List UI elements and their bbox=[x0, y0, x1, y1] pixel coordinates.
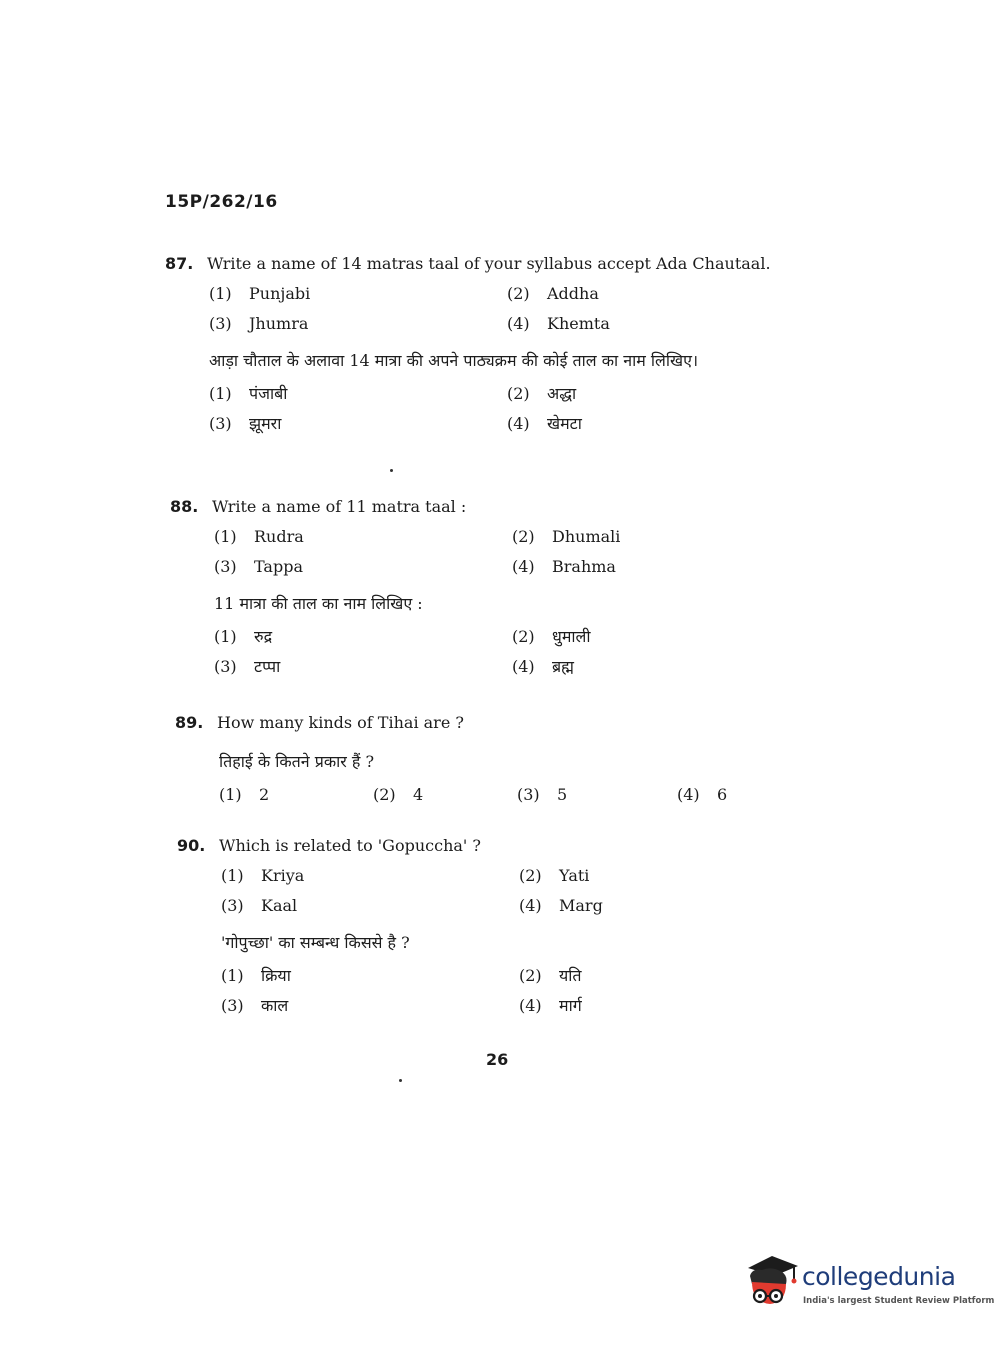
option-3 bbox=[221, 895, 519, 917]
scan-speck bbox=[390, 469, 393, 472]
question-number: 87. bbox=[165, 254, 194, 273]
option-1-hindi bbox=[221, 965, 519, 987]
option-3-hindi bbox=[221, 995, 519, 1017]
options-english bbox=[214, 526, 830, 578]
option-text: Punjabi bbox=[249, 284, 311, 303]
option-1-hindi bbox=[209, 383, 507, 405]
option-text: झूमरा bbox=[249, 414, 282, 433]
question-89 bbox=[175, 712, 835, 806]
mascot-icon bbox=[742, 1250, 800, 1310]
option-text: खेमटा bbox=[547, 414, 582, 433]
option-text: Kaal bbox=[261, 896, 298, 915]
option-number: (4) bbox=[519, 896, 542, 915]
option-number: (3) bbox=[221, 896, 244, 915]
option-number: (3) bbox=[517, 785, 540, 804]
option-text: Marg bbox=[559, 896, 603, 915]
collegedunia-watermark bbox=[742, 1250, 995, 1312]
option-number: (2) bbox=[507, 284, 530, 303]
scan-speck bbox=[399, 1079, 402, 1082]
option-number: (1) bbox=[219, 785, 242, 804]
question-text-hindi: 'गोपुच्छा' का सम्बन्ध किससे है ? bbox=[221, 933, 410, 952]
option-2 bbox=[507, 283, 787, 305]
option-text: Addha bbox=[547, 284, 599, 303]
option-4-hindi bbox=[512, 656, 792, 678]
option-3 bbox=[214, 556, 512, 578]
brand-tagline: India's largest Student Review Platform bbox=[803, 1296, 995, 1306]
option-number: (3) bbox=[209, 314, 232, 333]
option-number: (4) bbox=[512, 657, 535, 676]
option-text: Yati bbox=[559, 866, 590, 885]
option-text: पंजाबी bbox=[249, 384, 288, 403]
option-3 bbox=[517, 784, 677, 806]
option-text: Rudra bbox=[254, 527, 304, 546]
question-text-hindi: 11 मात्रा की ताल का नाम लिखिए : bbox=[214, 594, 423, 613]
question-text: Which is related to 'Gopuccha' ? bbox=[219, 836, 481, 855]
option-4 bbox=[677, 784, 797, 806]
option-text: मार्ग bbox=[559, 996, 582, 1015]
question-stem bbox=[175, 712, 835, 734]
option-text: 4 bbox=[413, 785, 424, 804]
option-text: टप्पा bbox=[254, 657, 281, 676]
option-number: (3) bbox=[214, 557, 237, 576]
option-1 bbox=[219, 784, 373, 806]
option-number: (1) bbox=[221, 866, 244, 885]
option-2 bbox=[373, 784, 517, 806]
option-3 bbox=[209, 313, 507, 335]
question-stem bbox=[165, 253, 825, 275]
question-text: Write a name of 14 matras taal of your syllabus accept Ada Chautaal. bbox=[207, 254, 771, 273]
option-2 bbox=[512, 526, 792, 548]
option-number: (3) bbox=[209, 414, 232, 433]
option-2-hindi bbox=[512, 626, 792, 648]
option-number: (1) bbox=[221, 966, 244, 985]
option-text: 2 bbox=[259, 785, 270, 804]
option-text: Tappa bbox=[254, 557, 303, 576]
option-number: (2) bbox=[512, 627, 535, 646]
option-number: (4) bbox=[512, 557, 535, 576]
option-text: काल bbox=[261, 996, 289, 1015]
option-4 bbox=[519, 895, 799, 917]
option-number: (2) bbox=[519, 866, 542, 885]
option-text: धुमाली bbox=[552, 627, 591, 646]
question-number: 88. bbox=[170, 497, 199, 516]
option-2-hindi bbox=[519, 965, 799, 987]
option-number: (1) bbox=[209, 384, 232, 403]
options-hindi bbox=[221, 965, 837, 1017]
option-number: (3) bbox=[221, 996, 244, 1015]
paper-code: 15P/262/16 bbox=[165, 192, 278, 212]
option-1 bbox=[221, 865, 519, 887]
option-1 bbox=[214, 526, 512, 548]
option-2 bbox=[519, 865, 799, 887]
option-text: Kriya bbox=[261, 866, 305, 885]
question-text: How many kinds of Tihai are ? bbox=[217, 713, 464, 732]
option-text: 6 bbox=[717, 785, 728, 804]
option-text: क्रिया bbox=[261, 966, 291, 985]
brand-name: collegedunia bbox=[802, 1262, 956, 1291]
option-number: (2) bbox=[373, 785, 396, 804]
option-1 bbox=[209, 283, 507, 305]
option-text: अद्धा bbox=[547, 384, 577, 403]
question-text-hindi: तिहाई के कितने प्रकार हैं ? bbox=[219, 752, 375, 771]
option-number: (4) bbox=[507, 414, 530, 433]
options-hindi bbox=[214, 626, 830, 678]
question-87 bbox=[165, 253, 825, 435]
question-90 bbox=[177, 835, 837, 1017]
option-number: (4) bbox=[519, 996, 542, 1015]
page-number: 26 bbox=[486, 1050, 509, 1069]
option-4 bbox=[507, 313, 787, 335]
options-english bbox=[209, 283, 825, 335]
option-2-hindi bbox=[507, 383, 787, 405]
question-text-hindi: आड़ा चौताल के अलावा 14 मात्रा की अपने पाठ्यक्रम की कोई ताल का नाम लिखिए। bbox=[209, 351, 699, 370]
option-number: (1) bbox=[214, 527, 237, 546]
options-inline bbox=[219, 784, 835, 806]
question-number: 90. bbox=[177, 836, 206, 855]
option-text: Khemta bbox=[547, 314, 610, 333]
option-number: (4) bbox=[507, 314, 530, 333]
option-text: Brahma bbox=[552, 557, 616, 576]
option-number: (2) bbox=[519, 966, 542, 985]
question-stem bbox=[170, 496, 830, 518]
option-number: (4) bbox=[677, 785, 700, 804]
options-hindi bbox=[209, 383, 825, 435]
option-text: रुद्र bbox=[254, 627, 273, 646]
option-number: (2) bbox=[512, 527, 535, 546]
option-text: Dhumali bbox=[552, 527, 621, 546]
question-text: Write a name of 11 matra taal : bbox=[212, 497, 467, 516]
question-number: 89. bbox=[175, 713, 204, 732]
question-88 bbox=[170, 496, 830, 678]
option-text: 5 bbox=[557, 785, 568, 804]
option-text: ब्रह्म bbox=[552, 657, 574, 676]
option-number: (2) bbox=[507, 384, 530, 403]
option-4 bbox=[512, 556, 792, 578]
option-1-hindi bbox=[214, 626, 512, 648]
question-stem bbox=[177, 835, 837, 857]
option-text: यति bbox=[559, 966, 582, 985]
option-text: Jhumra bbox=[249, 314, 309, 333]
option-4-hindi bbox=[519, 995, 799, 1017]
option-4-hindi bbox=[507, 413, 787, 435]
option-number: (3) bbox=[214, 657, 237, 676]
option-number: (1) bbox=[214, 627, 237, 646]
option-3-hindi bbox=[214, 656, 512, 678]
option-number: (1) bbox=[209, 284, 232, 303]
options-english bbox=[221, 865, 837, 917]
option-3-hindi bbox=[209, 413, 507, 435]
